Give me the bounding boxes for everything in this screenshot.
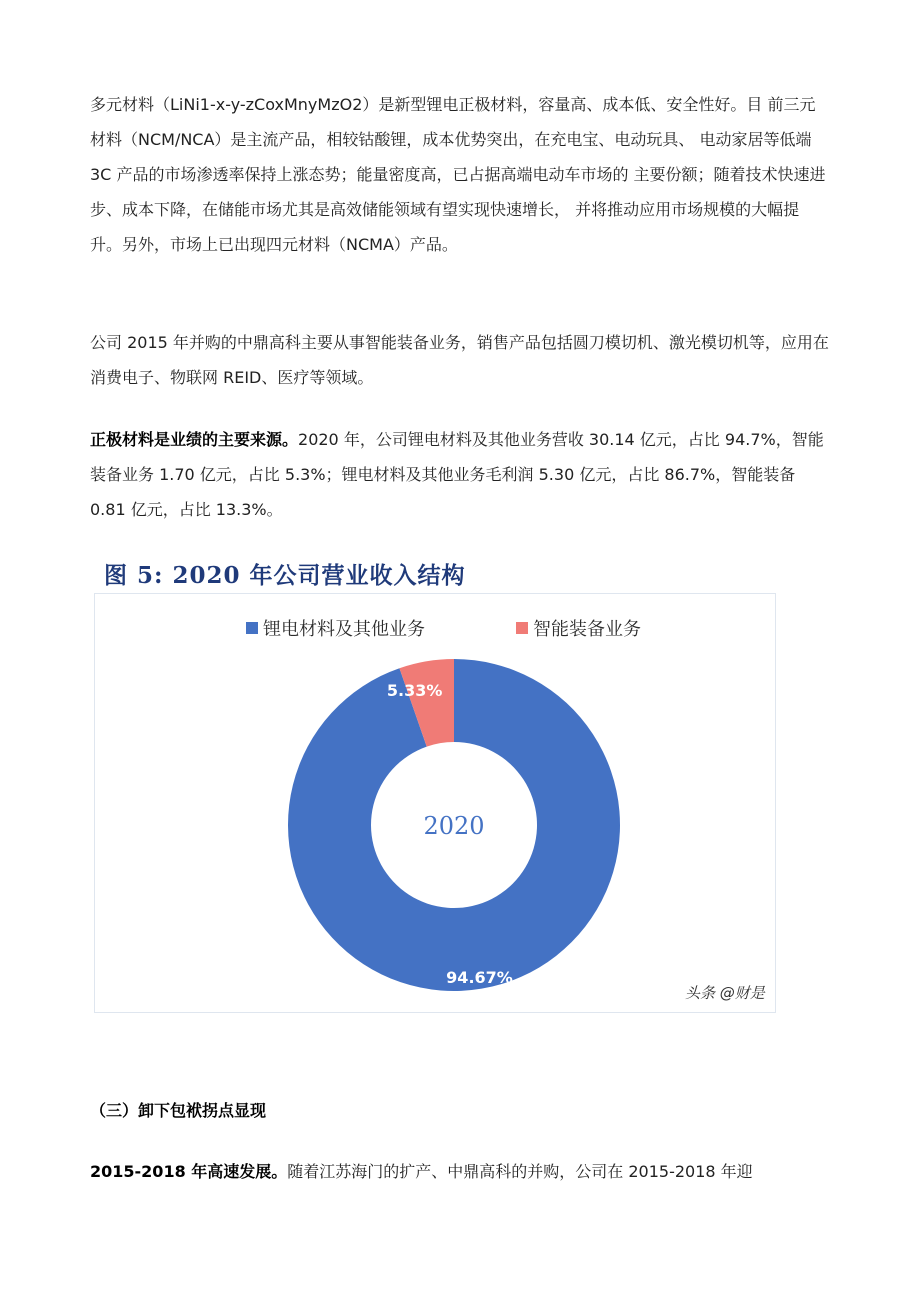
paragraph-text: 随着江苏海门的扩产、中鼎高科的并购，公司在 2015-2018 年迎 [287,1162,753,1181]
paragraph-high-growth [90,1154,830,1189]
slice-label-0: 94.67% [446,967,513,987]
paragraph-lead: 正极材料是业绩的主要来源。 [90,430,299,449]
paragraph-lead: 2015-2018 年高速发展。 [90,1162,288,1181]
paragraph-text: 公司 2015 年并购的中鼎高科主要从事智能装备业务，销售产品包括圆刀模切机、激光模切机等，应用在消费电子、物联网 REID、医疗等领域。 [90,333,829,387]
center-label: 2020 [423,812,485,840]
revenue-structure-figure [90,553,790,1016]
section-heading: （三）卸下包袱拐点显现 [90,1101,267,1120]
paragraph-text: 2020 年，公司锂电材料及其他业务营收 30.14 亿元，占比 94.7%，智能装备业务 1.70 亿元，占比 5.3%；锂电材料及其他业务毛利润 5.30 亿元，占比 86.7%，智能装备 0.81 亿元，占比 13.3%。 [90,430,824,519]
watermark: 头条 @财是 [685,984,765,1002]
paragraph-zhongding-acquisition [90,325,830,395]
legend-label-lithium: 锂电材料及其他业务 [263,619,425,640]
figure-title: 图 5: 2020 年公司营业收入结构 [104,562,466,589]
paragraph-ternary-materials [90,87,830,262]
paragraph-revenue-source [90,422,830,527]
legend-label-equipment: 智能装备业务 [533,619,641,640]
paragraph-text: 多元材料（LiNi1-x-y-zCoxMnyMzO2）是新型锂电正极材料，容量高、成本低、安全性好。目 前三元材料（NCM/NCA）是主流产品，相较钴酸锂，成本优势突出，在充电宝、电动玩具、 电动家居等低端 3C 产品的市场渗透率保持上涨态势；能量密度高，已占据高端电动车市场的 主要份额；随着技术快速进步、成本下降，在储能市场尤其是高效储能领域有望实现快速增长， 并将推动应用市场规模的大幅提升。另外，市场上已出现四元材料（NCMA）产品。 [90,95,826,254]
slice-label-1: 5.33% [386,680,443,700]
donut-chart [90,553,790,1016]
